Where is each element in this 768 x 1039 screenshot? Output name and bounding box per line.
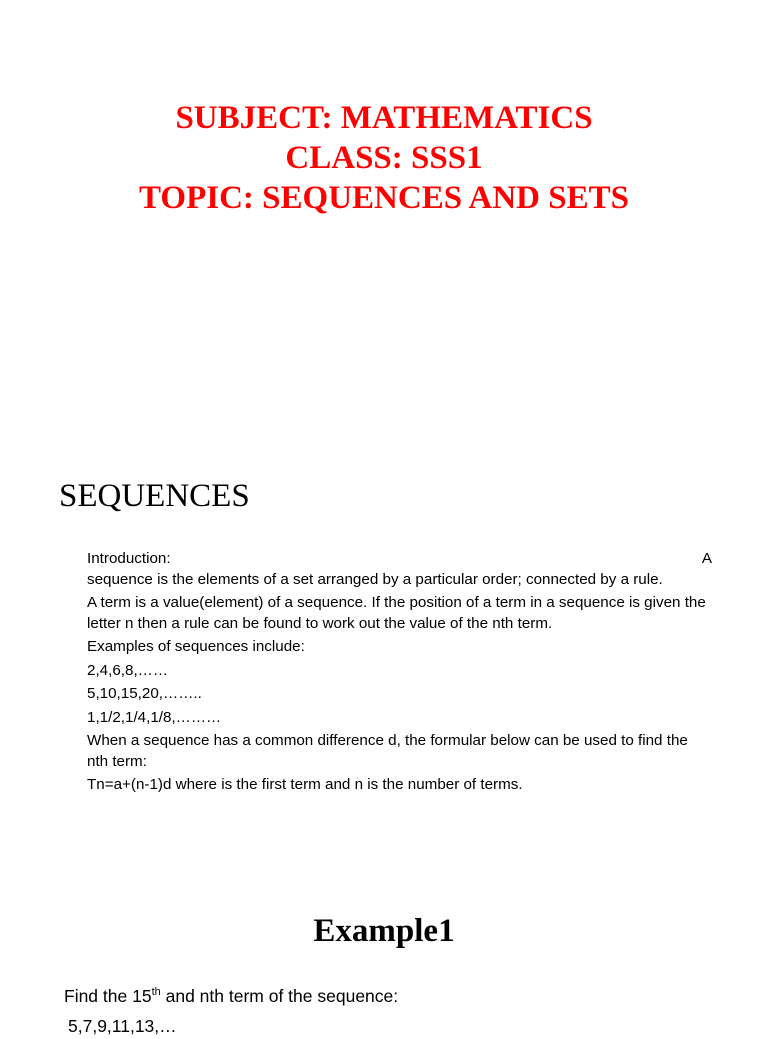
class-title: CLASS: SSS1 <box>285 140 483 176</box>
formula-text: Tn=a+(n-1)d where is the first term and n is the number of terms. <box>87 776 523 793</box>
intro-line <box>87 549 712 570</box>
example-heading: Example1 <box>313 913 455 949</box>
example-sequence-partial: 5,7,9,11,13,… <box>68 1016 177 1036</box>
slide-title-block <box>0 98 768 218</box>
examples-intro: Examples of sequences include: <box>87 638 305 655</box>
intro-paragraph: sequence is the elements of a set arranged by a particular order; connected by a rule. <box>87 570 663 588</box>
section-body <box>87 549 712 796</box>
example-sequence-3: 1,1/2,1/4,1/8,……… <box>87 708 222 726</box>
question-suffix: and nth term of the sequence: <box>160 986 399 1006</box>
topic-title: TOPIC: SEQUENCES AND SETS <box>139 180 629 216</box>
intro-letter: A <box>701 550 712 567</box>
question-prefix: Find the 15 <box>64 986 152 1006</box>
example-sequence-1: 2,4,6,8,…… <box>87 661 169 679</box>
example-sequence-2: 5,10,15,20,…….. <box>87 685 202 702</box>
example-question <box>64 983 398 1009</box>
subject-title: SUBJECT: MATHEMATICS <box>175 100 593 136</box>
question-superscript: th <box>151 986 161 999</box>
common-difference-text: When a sequence has a common difference d, the formular below can be used to find the nth term: <box>87 732 688 770</box>
term-definition: A term is a value(element) of a sequence. If the position of a term in a sequence is given the letter n then a rule can be found to work out the value of the nth term. <box>87 594 706 632</box>
section-heading: SEQUENCES <box>59 478 250 514</box>
intro-label: Introduction: <box>87 550 171 567</box>
